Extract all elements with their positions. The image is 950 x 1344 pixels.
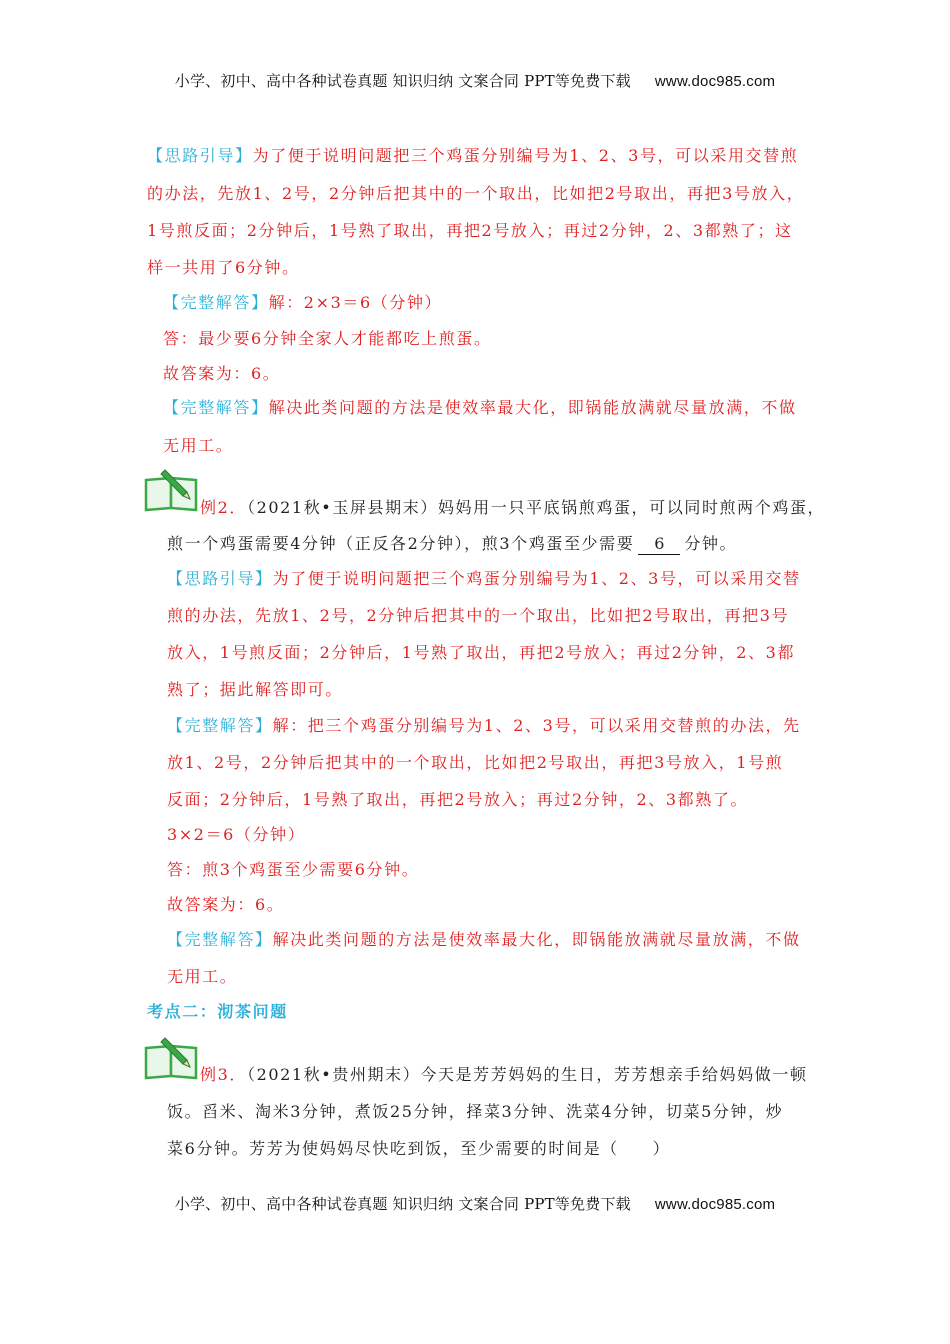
example3-question-line: 饭。舀米、淘米3分钟，煮饭25分钟，择菜3分钟、洗菜4分钟，切菜5分钟，炒 bbox=[167, 1102, 784, 1121]
silu-line: 的办法，先放1、2号，2分钟后把其中的一个取出，比如把2号取出，再把3号放入， bbox=[147, 184, 805, 203]
silu-text: 为了便于说明问题把三个鸡蛋分别编号为1、2、3号，可以采用交替煎 bbox=[252, 146, 799, 165]
book-pencil-icon bbox=[143, 466, 199, 512]
note-text: 解决此类问题的方法是使效率最大化，即锅能放满就尽量放满，不做 bbox=[268, 398, 797, 417]
answer-line: 答：煎3个鸡蛋至少需要6分钟。 bbox=[167, 860, 420, 879]
jieda-line: 反面；2分钟后，1号熟了取出，再把2号放入；再过2分钟，2、3都熟了。 bbox=[167, 790, 749, 809]
silu-line bbox=[147, 146, 798, 166]
silu-line: 样一共用了6分钟。 bbox=[147, 258, 300, 277]
tag-wanzheng: 【完整解答】 bbox=[163, 398, 269, 417]
final-answer: 故答案为：6。 bbox=[167, 895, 285, 914]
example2-question-line bbox=[167, 534, 737, 555]
footer-text: 小学、初中、高中各种试卷真题 知识归纳 文案合同 PPT等免费下载 bbox=[174, 1195, 631, 1213]
jieda-text: 解：2×3＝6（分钟） bbox=[268, 293, 443, 312]
note-line bbox=[167, 930, 801, 950]
silu-line bbox=[167, 569, 801, 589]
section-title: 考点二：沏茶问题 bbox=[147, 1002, 288, 1021]
silu-line: 放入，1号煎反面；2分钟后，1号熟了取出，再把2号放入；再过2分钟，2、3都 bbox=[167, 643, 796, 662]
footer-url[interactable]: www.doc985.com bbox=[654, 1196, 776, 1213]
silu-text: 为了便于说明问题把三个鸡蛋分别编号为1、2、3号，可以采用交替 bbox=[272, 569, 801, 588]
tag-wanzheng: 【完整解答】 bbox=[167, 716, 273, 735]
answer-blank: 6 bbox=[638, 534, 680, 555]
tag-silu: 【思路引导】 bbox=[147, 146, 253, 165]
header-text: 小学、初中、高中各种试卷真题 知识归纳 文案合同 PPT等免费下载 bbox=[174, 72, 631, 90]
silu-line: 煎的办法，先放1、2号，2分钟后把其中的一个取出，比如把2号取出，再把3号 bbox=[167, 606, 790, 625]
example3-label: 例3． bbox=[200, 1065, 247, 1084]
final-answer: 故答案为：6。 bbox=[163, 364, 281, 383]
example2-question-line bbox=[200, 498, 825, 518]
question-text: （2021秋•玉屏县期末）妈妈用一只平底锅煎鸡蛋，可以同时煎两个鸡蛋， bbox=[246, 498, 826, 517]
calc-line: 3×2＝6（分钟） bbox=[167, 825, 306, 844]
example3-question-line bbox=[167, 1139, 670, 1159]
silu-line: 熟了；据此解答即可。 bbox=[167, 680, 344, 699]
book-pencil-icon bbox=[143, 1034, 199, 1080]
question-text: 分钟。 bbox=[684, 534, 738, 553]
answer-line: 答：最少要6分钟全家人才能都吃上煎蛋。 bbox=[163, 329, 492, 348]
question-text: ） bbox=[652, 1139, 671, 1158]
example2-label: 例2． bbox=[200, 498, 247, 517]
question-text: 菜6分钟。芳芳为使妈妈尽快吃到饭，至少需要的时间是（ bbox=[167, 1139, 619, 1158]
note-line: 无用工。 bbox=[167, 967, 238, 986]
tag-wanzheng: 【完整解答】 bbox=[163, 293, 269, 312]
jieda-line bbox=[167, 716, 801, 736]
tag-wanzheng: 【完整解答】 bbox=[167, 930, 273, 949]
page-footer bbox=[0, 1193, 950, 1214]
jieda-text: 解：把三个鸡蛋分别编号为1、2、3号，可以采用交替煎的办法，先 bbox=[272, 716, 801, 735]
question-text: 煎一个鸡蛋需要4分钟（正反各2分钟），煎3个鸡蛋至少需要 bbox=[167, 534, 635, 553]
page-header bbox=[0, 70, 950, 91]
tag-silu: 【思路引导】 bbox=[167, 569, 273, 588]
note-line: 无用工。 bbox=[163, 436, 234, 455]
header-url[interactable]: www.doc985.com bbox=[654, 73, 776, 90]
example3-question-line bbox=[200, 1065, 808, 1085]
silu-line: 1号煎反面；2分钟后，1号熟了取出，再把2号放入；再过2分钟，2、3都熟了；这 bbox=[147, 221, 793, 240]
jieda-line: 放1、2号，2分钟后把其中的一个取出，比如把2号取出，再把3号放入，1号煎 bbox=[167, 753, 784, 772]
note-text: 解决此类问题的方法是使效率最大化，即锅能放满就尽量放满，不做 bbox=[272, 930, 801, 949]
note-line bbox=[163, 398, 797, 418]
jieda-line bbox=[163, 293, 442, 313]
question-text: （2021秋•贵州期末）今天是芳芳妈妈的生日，芳芳想亲手给妈妈做一顿 bbox=[246, 1065, 808, 1084]
